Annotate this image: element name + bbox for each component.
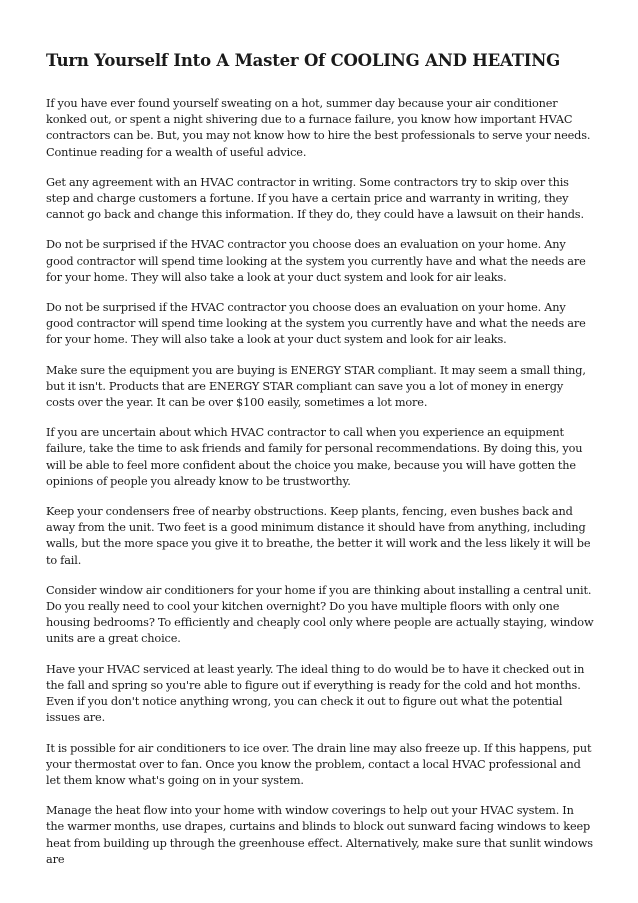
paragraph-recommendations: If you are uncertain about which HVAC contractor to call when you experience an equipment failure, take the time to ask friends and family for personal recommendations. By doing this, you will be able to feel more confident about the choice you make, because you will have gotten the opinions of people you already know to be trustworthy. (46, 426, 583, 488)
paragraph-service-yearly: Have your HVAC serviced at least yearly. The ideal thing to do would be to have it checked out in the fall and spring so you're able to figure out if everything is ready for the cold and hot months. Even if you don't notice anything wrong, you can check it out to figure out what the potential issues are. (46, 662, 585, 725)
paragraph-ice-over: It is possible for air conditioners to ice over. The drain line may also freeze up. If this happens, put your thermostat over to fan. Once you know the problem, contact a local HVAC professional and let them know what's going on in your system. (46, 741, 592, 787)
paragraph-agreement: Get any agreement with an HVAC contractor in writing. Some contractors try to skip over this step and charge customers a fortune. If you have a certain price and warranty in writing, they cannot go back and change this information. If they do, they could have a lawsuit on their hands. (46, 175, 584, 222)
paragraph-window-units: Consider window air conditioners for your home if you are thinking about installing a central unit. Do you really need to cool your kitchen overnight? Do you have multiple floors with only one housing bedrooms? To efficiently and cheaply cool only where people are actually staying, window units are a great choice. (46, 583, 594, 646)
document-title: Turn Yourself Into A Master Of COOLING AND HEATING (46, 51, 561, 70)
paragraph-intro: If you have ever found yourself sweating on a hot, summer day because your air conditioner konked out, or spent a night shivering due to a furnace failure, you know how important HVAC contractors can be. But, you may not know how to hire the best professionals to serve your needs. Continue reading for a wealth of useful advice. (46, 97, 591, 159)
paragraph-evaluation-repeat: Do not be surprised if the HVAC contractor you choose does an evaluation on your home. Any good contractor will spend time looking at the system you currently have and what the needs are for your home. They will also take a look at your duct system and look for air leaks. (46, 301, 586, 347)
paragraph-condensers: Keep your condensers free of nearby obstructions. Keep plants, fencing, even bushes back and away from the unit. Two feet is a good minimum distance it should have from anything, including walls, but the more space you give it to breathe, the better it will work and the less likely it will be to fail. (46, 505, 591, 567)
paragraph-window-coverings: Manage the heat flow into your home with window coverings to help out your HVAC system. In the warmer months, use drapes, curtains and blinds to block out sunward facing windows to keep heat from building up through the greenhouse effect. Alternatively, make sure that sunlit windows are (46, 804, 593, 866)
paragraph-evaluation: Do not be surprised if the HVAC contractor you choose does an evaluation on your home. Any good contractor will spend time looking at the system you currently have and what the needs are for your home. They will also take a look at your duct system and look for air leaks. (46, 238, 586, 284)
paragraph-energy-star: Make sure the equipment you are buying is ENERGY STAR compliant. It may seem a small thing, but it isn't. Products that are ENERGY STAR compliant can save you a lot of money in energy costs over the year. It can be over $100 easily, sometimes a lot more. (46, 363, 586, 410)
document-page (46, 50, 594, 882)
